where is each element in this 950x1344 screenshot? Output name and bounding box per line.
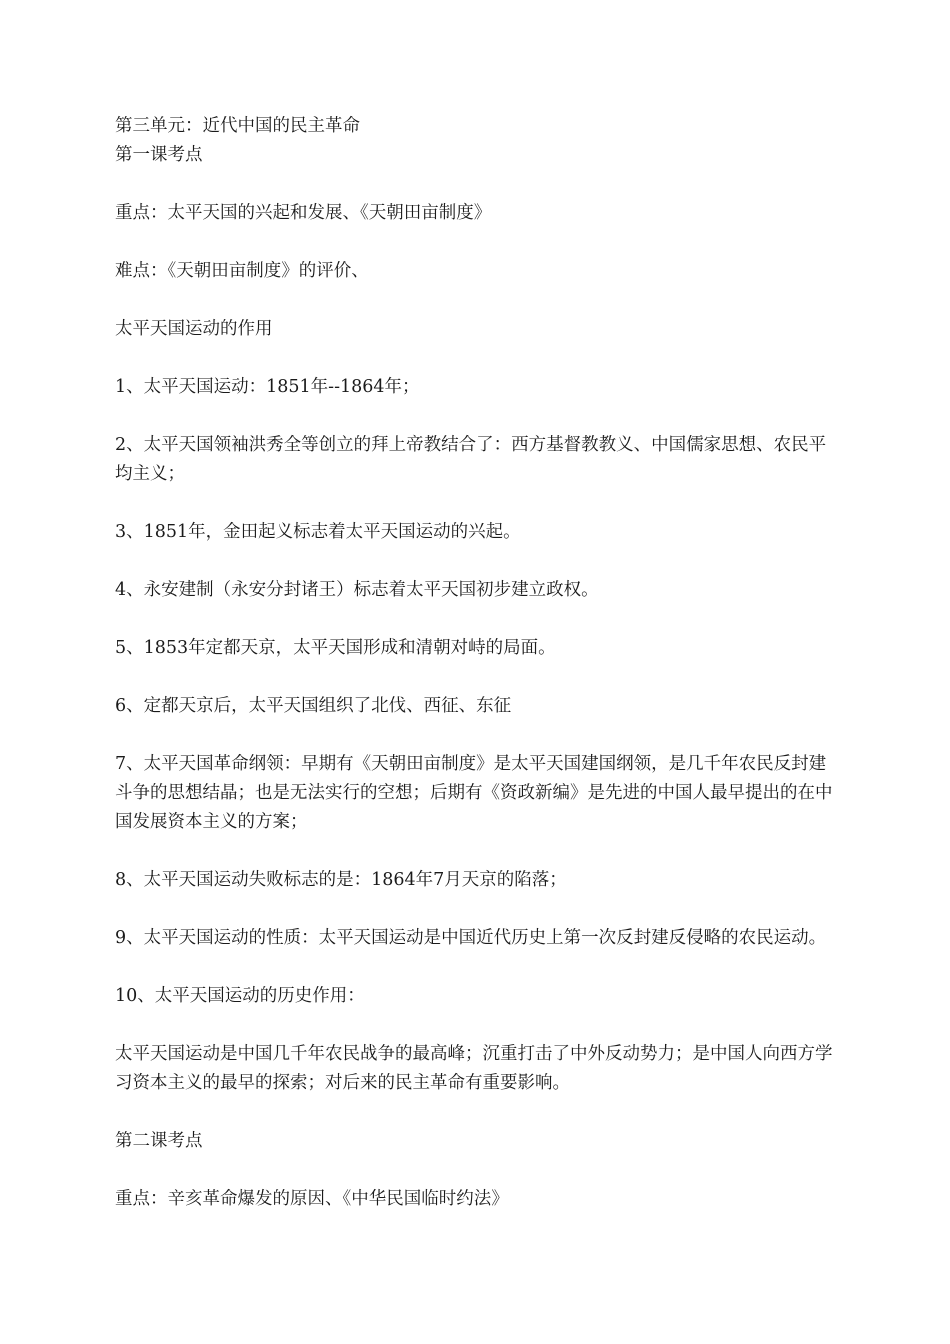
spacer bbox=[115, 1156, 840, 1185]
list-item-8: 8、太平天国运动失败标志的是：1864年7月天京的陷落； bbox=[115, 870, 567, 890]
lesson1-heading: 第一课考点 bbox=[115, 145, 203, 165]
spacer bbox=[115, 344, 840, 373]
unit-title: 第三单元：近代中国的民主革命 bbox=[115, 116, 360, 136]
list-item-6: 6、定都天京后，太平天国组织了北伐、西征、东征 bbox=[115, 696, 512, 716]
spacer bbox=[115, 170, 840, 199]
list-item-10: 10、太平天国运动的历史作用： bbox=[115, 986, 365, 1006]
lesson1-key-points: 重点：太平天国的兴起和发展、《天朝田亩制度》 bbox=[115, 203, 492, 223]
list-item-7: 7、太平天国革命纲领：早期有《天朝田亩制度》是太平天国建国纲领，是几千年农民反封建斗争的思想结晶；也是无法实行的空想；后期有《资政新编》是先进的中国人最早提出的在中国发展资本主义的方案； bbox=[115, 754, 833, 832]
spacer bbox=[115, 895, 840, 924]
spacer bbox=[115, 228, 840, 257]
document-body bbox=[115, 112, 840, 1214]
spacer bbox=[115, 286, 840, 315]
list-item-5: 5、1853年定都天京，太平天国形成和清朝对峙的局面。 bbox=[115, 638, 556, 658]
spacer bbox=[115, 663, 840, 692]
spacer bbox=[115, 1098, 840, 1127]
spacer bbox=[115, 1011, 840, 1040]
list-item-3: 3、1851年，金田起义标志着太平天国运动的兴起。 bbox=[115, 522, 521, 542]
lesson1-difficulties: 难点：《天朝田亩制度》的评价、 bbox=[115, 261, 369, 281]
spacer bbox=[115, 547, 840, 576]
spacer bbox=[115, 489, 840, 518]
list-item-1: 1、太平天国运动：1851年--1864年； bbox=[115, 377, 420, 397]
historical-role-paragraph: 太平天国运动是中国几千年农民战争的最高峰；沉重打击了中外反动势力；是中国人向西方学习资本主义的最早的探索；对后来的民主革命有重要影响。 bbox=[115, 1044, 833, 1093]
list-item-9: 9、太平天国运动的性质：太平天国运动是中国近代历史上第一次反封建反侵略的农民运动。 bbox=[115, 928, 827, 948]
spacer bbox=[115, 953, 840, 982]
lesson2-key-points: 重点：辛亥革命爆发的原因、《中华民国临时约法》 bbox=[115, 1189, 509, 1209]
list-item-4: 4、永安建制（永安分封诸王）标志着太平天国初步建立政权。 bbox=[115, 580, 599, 600]
spacer bbox=[115, 402, 840, 431]
section-title: 太平天国运动的作用 bbox=[115, 319, 273, 339]
spacer bbox=[115, 721, 840, 750]
spacer bbox=[115, 605, 840, 634]
lesson2-heading: 第二课考点 bbox=[115, 1131, 203, 1151]
spacer bbox=[115, 837, 840, 866]
list-item-2: 2、太平天国领袖洪秀全等创立的拜上帝教结合了：西方基督教教义、中国儒家思想、农民平均主义； bbox=[115, 435, 827, 484]
